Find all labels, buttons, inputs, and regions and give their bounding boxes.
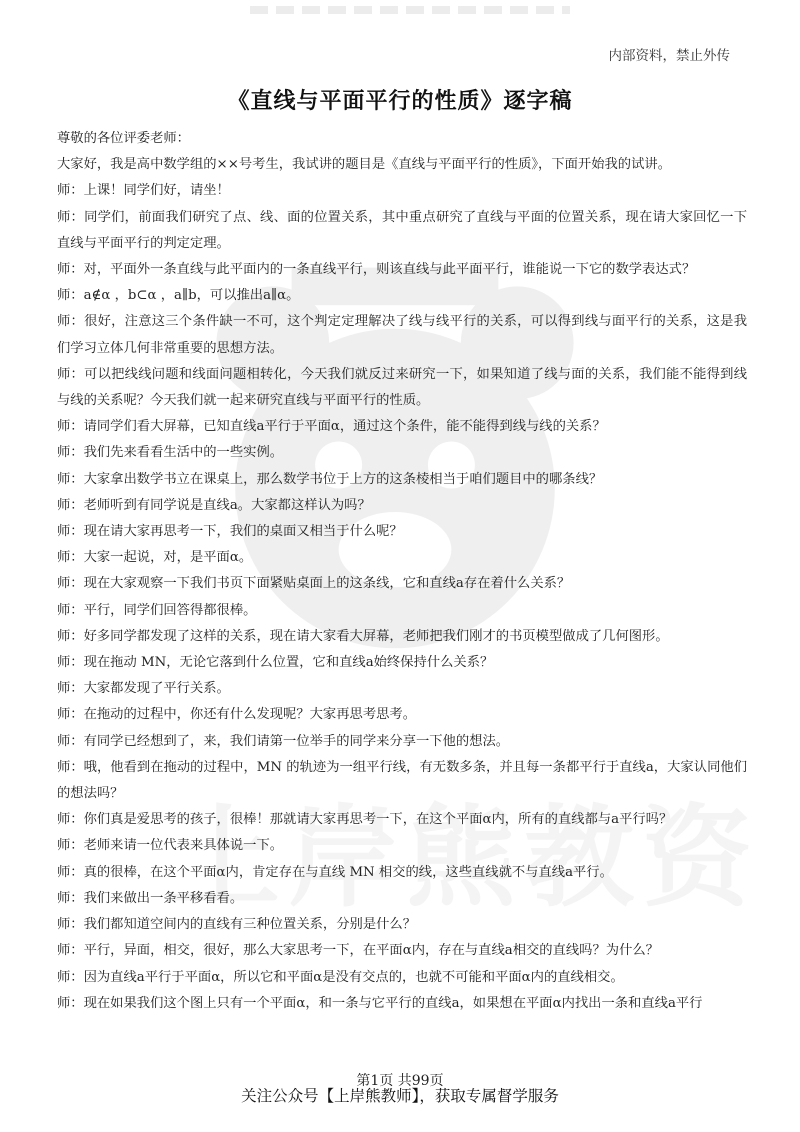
paragraph: 师：现在大家观察一下我们书页下面紧贴桌面上的这条线，它和直线a存在着什么关系？ — [57, 576, 571, 592]
paragraph: 师：a∉α ，b⊂α ，a∥b，可以推出a∥α。 — [57, 288, 300, 304]
paragraph: 师：哦，他看到在拖动的过程中，MN 的轨迹为一组平行线，有无数多条，并且每一条都平行于直线a，大家认同他们的想法吗？ — [57, 759, 747, 802]
paragraph: 师：真的很棒，在这个平面α内，肯定存在与直线 MN 相交的线，这些直线就不与直线a平行。 — [57, 864, 613, 880]
paragraph: 师：你们真是爱思考的孩子，很棒！那就请大家再思考一下，在这个平面α内，所有的直线都与a平行吗？ — [57, 812, 673, 828]
paragraph: 师：在拖动的过程中，你还有什么发现呢？大家再思考思考。 — [57, 707, 417, 723]
paragraph: 师：很好，注意这三个条件缺一不可，这个判定定理解决了线与线平行的关系，可以得到线与面平行的关系，这是我们学习立体几何非常重要的思想方法。 — [57, 314, 747, 356]
paragraph: 大家好，我是高中数学组的××号考生，我试讲的题目是《直线与平面平行的性质》，下面开始我的试讲。 — [57, 157, 671, 173]
paragraph: 师：大家拿出数学书立在课桌上，那么数学书位于上方的这条棱相当于咱们题目中的哪条线？ — [57, 471, 603, 487]
confidential-note: 内部资料，禁止外传 — [608, 48, 730, 64]
page-number: 第1页 共99页 — [356, 1073, 444, 1089]
paragraph: 师：对，平面外一条直线与此平面内的一条直线平行，则该直线与此平面平行，谁能说一下它的数学表达式？ — [57, 262, 696, 278]
paragraph: 师：因为直线a平行于平面α，所以它和平面α是没有交点的，也就不可能和平面α内的直线相交。 — [57, 969, 624, 985]
scan-artifact — [250, 6, 570, 14]
paragraph: 师：现在请大家再思考一下，我们的桌面又相当于什么呢？ — [57, 524, 403, 540]
paragraph: 师：上课！同学们好，请坐！ — [57, 183, 230, 199]
paragraph: 师：大家都发现了平行关系。 — [57, 681, 230, 697]
paragraph: 尊敬的各位评委老师： — [57, 131, 190, 146]
paragraph: 师：平行，异面，相交，很好，那么大家思考一下，在平面α内，存在与直线a相交的直线吗？为什么？ — [57, 943, 659, 959]
paragraph: 师：请同学们看大屏幕，已知直线a平行于平面α，通过这个条件，能不能得到线与线的关系？ — [57, 419, 606, 435]
paragraph: 师：我们来做出一条平移看看。 — [57, 890, 244, 906]
paragraph: 师：平行，同学们回答得都很棒。 — [57, 602, 257, 618]
paragraph: 师：有同学已经想到了，来，我们请第一位举手的同学来分享一下他的想法。 — [57, 733, 510, 749]
footer-promo: 关注公众号【上岸熊教师】，获取专属督学服务 — [241, 1087, 559, 1105]
paragraph: 师：同学们，前面我们研究了点、线、面的位置关系，其中重点研究了直线与平面的位置关系，现在请大家回忆一下直线与平面平行的判定定理。 — [57, 209, 747, 251]
document-body — [57, 126, 747, 1017]
paragraph: 师：可以把线线问题和线面问题相转化，今天我们就反过来研究一下，如果知道了线与面的关系，我们能不能得到线与线的关系呢？今天我们就一起来研究直线与平面平行的性质。 — [57, 366, 747, 409]
paragraph: 师：老师听到有同学说是直线a。大家都这样认为吗？ — [57, 497, 371, 513]
paragraph: 师：老师来请一位代表来具体说一下。 — [57, 838, 284, 854]
paragraph: 师：现在拖动 MN，无论它落到什么位置，它和直线a始终保持什么关系？ — [57, 655, 494, 671]
paragraph: 师：大家一起说，对，是平面α。 — [57, 550, 253, 566]
paragraph: 师：好多同学都发现了这样的关系，现在请大家看大屏幕，老师把我们刚才的书页模型做成了几何图形。 — [57, 628, 669, 644]
paragraph: 师：我们先来看看生活中的一些实例。 — [57, 445, 284, 461]
paragraph: 师：我们都知道空间内的直线有三种位置关系，分别是什么？ — [57, 917, 417, 933]
document-title: 《直线与平面平行的性质》逐字稿 — [227, 88, 573, 114]
paragraph: 师：现在如果我们这个图上只有一个平面α，和一条与它平行的直线a，如果想在平面α内找出一条和直线a平行 — [57, 995, 703, 1011]
